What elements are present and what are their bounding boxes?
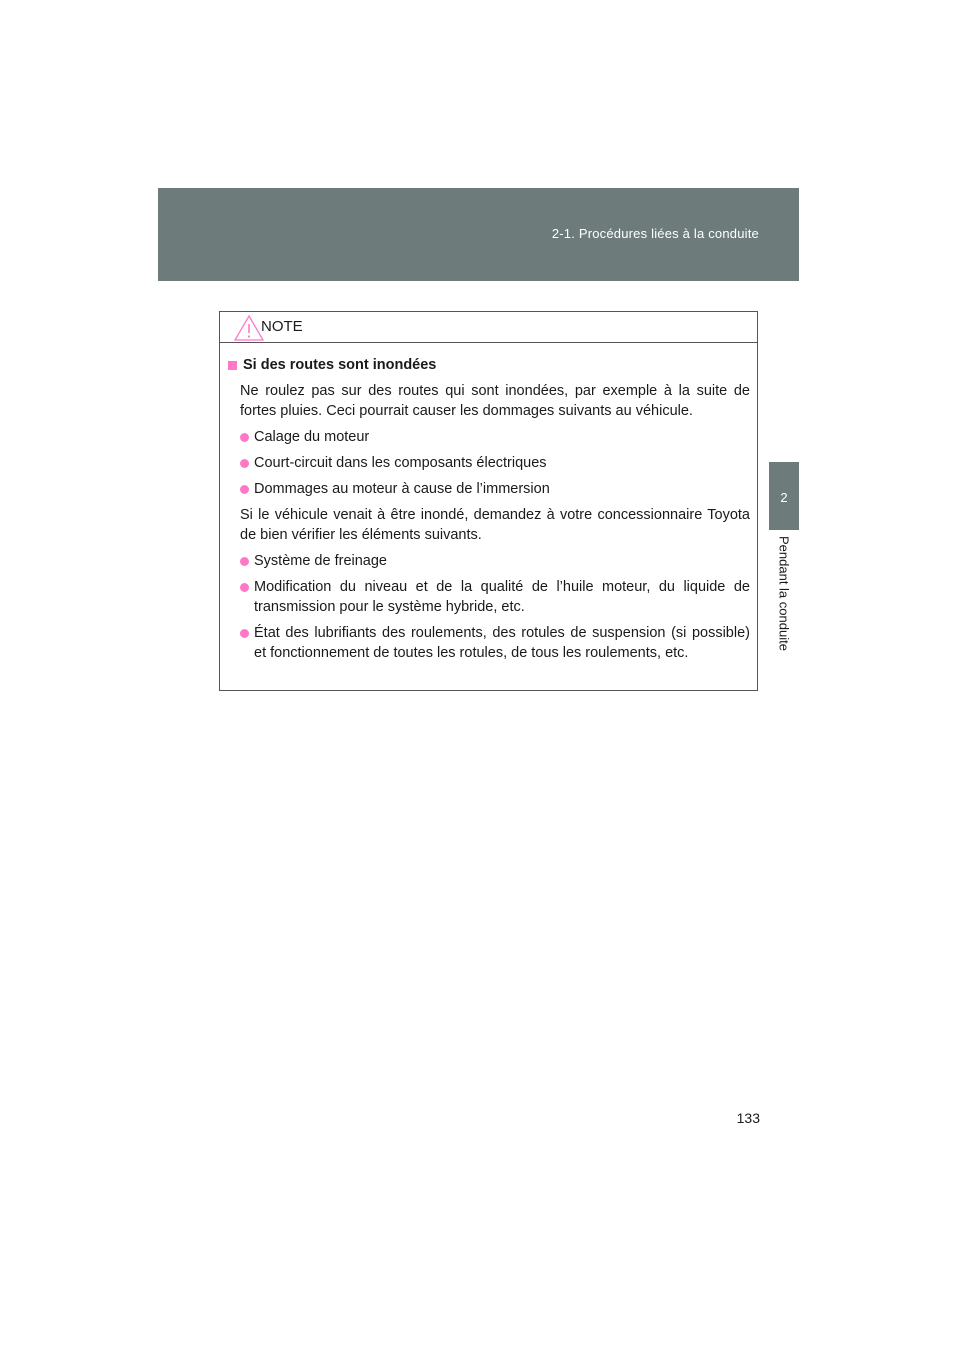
- chapter-label: [769, 536, 799, 676]
- list-item: Système de freinage: [240, 551, 750, 571]
- bullet-dot-icon: [240, 629, 249, 638]
- bullet-dot-icon: [240, 433, 249, 442]
- square-bullet-icon: [228, 361, 237, 370]
- list-item: Court-circuit dans les composants électriques: [240, 453, 750, 473]
- chapter-tab: [769, 462, 799, 530]
- header-band: [158, 188, 799, 281]
- list-item: État des lubrifiants des roulements, des rotules de suspension (si possible) et fonctionnement de toutes les rotules, de tous les roulements, etc.: [240, 623, 750, 663]
- note-body: [220, 343, 757, 663]
- chapter-label-text: Pendant la conduite: [776, 536, 792, 651]
- bullet-dot-icon: [240, 485, 249, 494]
- page-number: 133: [736, 1110, 760, 1126]
- note-title: NOTE: [261, 318, 303, 335]
- bullet-dot-icon: [240, 557, 249, 566]
- paragraph: Ne roulez pas sur des routes qui sont inondées, par exemple à la suite de fortes pluies. Ceci pourrait causer les dommages suivants au véhicule.: [240, 383, 750, 419]
- section-heading: [227, 355, 750, 375]
- bullet-dot-icon: [240, 459, 249, 468]
- note-box: [219, 311, 758, 691]
- list-item: Calage du moteur: [240, 427, 750, 447]
- note-header: [220, 312, 757, 343]
- list-item: Dommages au moteur à cause de l’immersion: [240, 479, 750, 499]
- list-item: Modification du niveau et de la qualité de l’huile moteur, du liquide de transmission pour le système hybride, etc.: [240, 577, 750, 617]
- section-heading-text: Si des routes sont inondées: [243, 357, 437, 373]
- chapter-number: 2: [780, 490, 788, 505]
- paragraph: Si le véhicule venait à être inondé, demandez à votre concessionnaire Toyota de bien vérifier les éléments suivants.: [240, 507, 750, 543]
- bullet-dot-icon: [240, 583, 249, 592]
- section-title: 2-1. Procédures liées à la conduite: [551, 226, 759, 241]
